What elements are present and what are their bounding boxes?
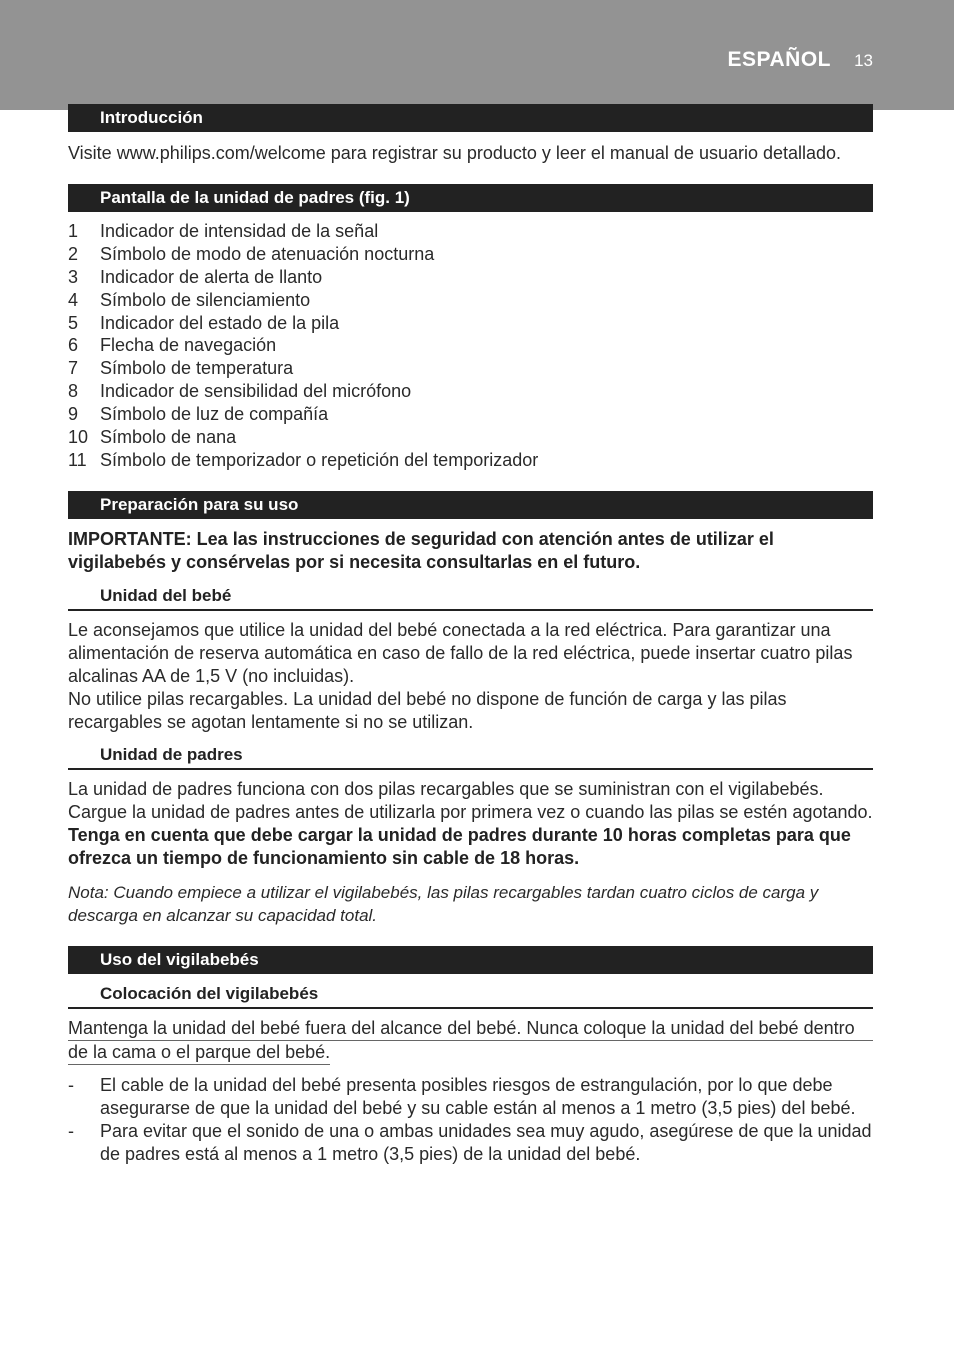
baby-unit-paragraph-1: Le aconsejamos que utilice la unidad del bebé conectada a la red eléctrica. Para garantizar una alimentación de reserva automática en caso de fallo de la red eléctrica, puede insertar cuatro pilas alcalinas AA de 1,5 V (no incluidas). — [68, 620, 853, 686]
warning-line-2: de la cama o el parque del bebé. — [68, 1041, 330, 1065]
display-legend-list — [68, 220, 538, 472]
warning-line-1: Mantenga la unidad del bebé fuera del alcance del bebé. Nunca coloque la unidad del bebé dentro — [68, 1017, 873, 1041]
list-item: 4 Símbolo de silenciamiento — [68, 289, 311, 310]
parent-unit-bold-note: Tenga en cuenta que debe cargar la unidad de padres durante 10 horas completas para que ofrezca un tiempo de funcionamiento sin cable de 18 horas. — [68, 825, 851, 868]
important-notice — [68, 528, 873, 574]
list-item: 8 Indicador de sensibilidad del micrófono — [68, 381, 412, 402]
parent-unit-text — [68, 778, 873, 870]
subheading-parent-unit: Unidad de padres — [68, 744, 873, 770]
list-item: 10 Símbolo de nana — [68, 427, 237, 448]
placement-warning — [68, 1017, 873, 1065]
important-text: Lea las instrucciones de seguridad con atención antes de utilizar el vigilabebés y consérvelas por si necesita consultarlas en el futuro. — [68, 529, 774, 572]
list-item: 6 Flecha de navegación — [68, 335, 277, 356]
section-heading-use: Uso del vigilabebés — [68, 946, 873, 974]
language-label: ESPAÑOL — [727, 48, 831, 71]
list-item: 2 Símbolo de modo de atenuación nocturna — [68, 243, 435, 264]
subheading-placement: Colocación del vigilabebés — [68, 983, 873, 1009]
list-item: - Para evitar que el sonido de una o ambas unidades sea muy agudo, asegúrese de que la unidad de padres está al menos a 1 metro (3,5 pies) de la unidad del bebé. — [68, 1121, 872, 1164]
section-heading-intro: Introducción — [68, 104, 873, 132]
page-number: 13 — [854, 51, 873, 70]
parent-unit-paragraph-1: La unidad de padres funciona con dos pilas recargables que se suministran con el vigilabebés. — [68, 779, 824, 799]
list-item: 7 Símbolo de temperatura — [68, 358, 294, 379]
important-label: IMPORTANTE: — [68, 529, 192, 549]
list-item: 1 Indicador de intensidad de la señal — [68, 221, 379, 241]
section-heading-preparation: Preparación para su uso — [68, 491, 873, 519]
list-item: 3 Indicador de alerta de llanto — [68, 266, 323, 287]
list-item: 9 Símbolo de luz de compañía — [68, 404, 329, 425]
note-text: Nota: Cuando empiece a utilizar el vigilabebés, las pilas recargables tardan cuatro ciclos de carga y descarga en alcanzar su capacidad total. — [68, 883, 819, 925]
baby-unit-paragraph-2: No utilice pilas recargables. La unidad del bebé no dispone de función de carga y las pilas recargables se agotan lentamente si no se utilizan. — [68, 689, 787, 732]
list-item: 5 Indicador del estado de la pila — [68, 312, 340, 333]
section-heading-display: Pantalla de la unidad de padres (fig. 1) — [68, 184, 873, 212]
placement-bullets — [68, 1074, 873, 1166]
subheading-baby-unit: Unidad del bebé — [68, 585, 873, 611]
list-item: - El cable de la unidad del bebé presenta posibles riesgos de estrangulación, por lo que debe asegurarse de que la unidad del bebé y su cable están al menos a 1 metro (3,5 pies) del bebé. — [68, 1075, 856, 1118]
parent-unit-paragraph-2: Cargue la unidad de padres antes de utilizarla por primera vez o cuando las pilas se estén agotando. — [68, 802, 873, 822]
list-item: 11 Símbolo de temporizador o repetición del temporizador — [68, 449, 539, 470]
intro-text: Visite www.philips.com/welcome para registrar su producto y leer el manual de usuario detallado. — [68, 143, 842, 163]
baby-unit-text — [68, 619, 873, 734]
